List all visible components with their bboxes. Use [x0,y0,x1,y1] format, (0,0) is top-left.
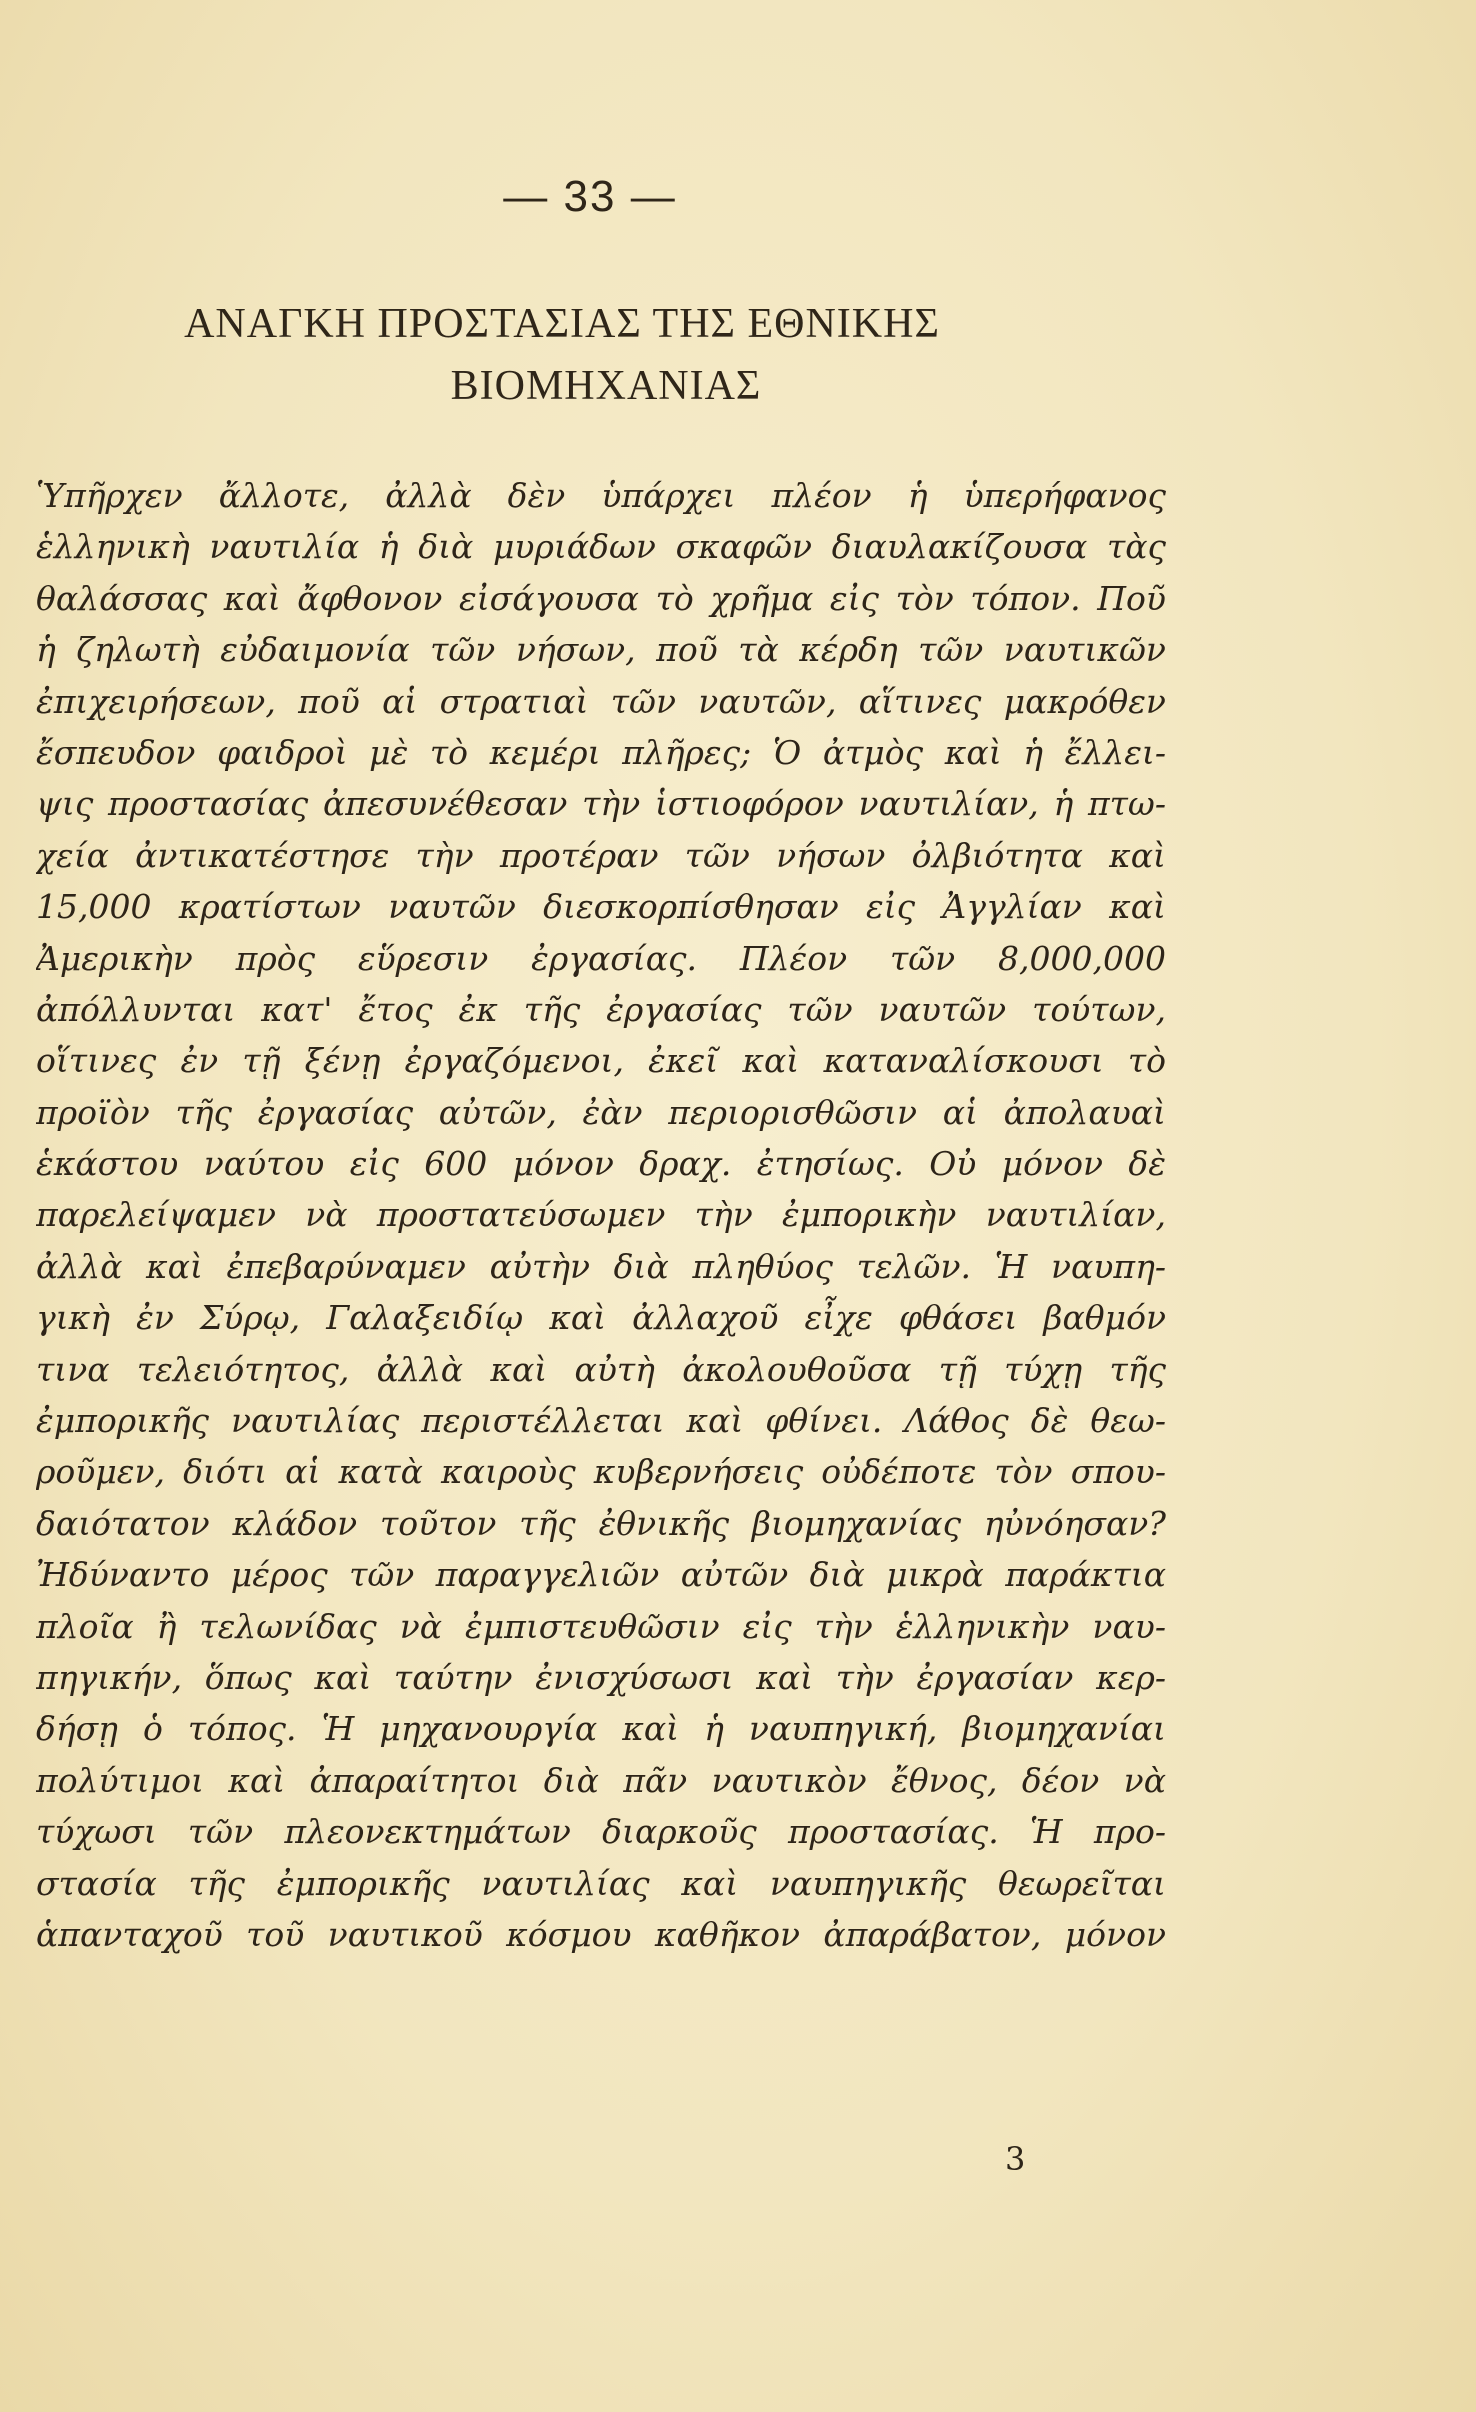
text-line: χεία ἀντικατέστησε τὴν προτέραν τῶν νήσων ὀλβιότητα καὶ [36,835,1166,875]
text-line: ἁπανταχοῦ τοῦ ναυτικοῦ κόσμου καθῆκον ἀπαράβατον, μόνον [36,1914,1166,1954]
text-line: ἑκάστου ναύτου εἰς 600 μόνον δραχ. ἐτησίως. Οὐ μόνον δὲ [36,1144,1166,1184]
text-line: προϊὸν τῆς ἐργασίας αὐτῶν, ἐὰν περιορισθῶσιν αἱ ἀπολαυαὶ [36,1092,1166,1132]
text-line: δήσῃ ὁ τόπος. Ἡ μηχανουργία καὶ ἡ ναυπηγική, βιομηχανίαι [36,1709,1166,1749]
text-line: ροῦμεν, διότι αἱ κατὰ καιροὺς κυβερνήσεις οὐδέποτε τὸν σπου- [36,1452,1166,1492]
chapter-title-line-2: ΒΙΟΜΗΧΑΝΙΑΣ [450,363,762,409]
text-line: Ὑπῆρχεν ἄλλοτε, ἀλλὰ δὲν ὑπάρχει πλέον ἡ ὑπερήφανος [36,476,1166,515]
page-number: — 33 — [503,172,677,221]
text-line: ἑλληνικὴ ναυτιλία ἡ διὰ μυριάδων σκαφῶν διαυλακίζουσα τὰς [36,527,1166,567]
text-line: Ἀμερικὴν πρὸς εὕρεσιν ἐργασίας. Πλέον τῶν 8,000,000 [36,938,1166,978]
text-line: πολύτιμοι καὶ ἀπαραίτητοι διὰ πᾶν ναυτικὸν ἔθνος, δέον νὰ [36,1760,1166,1800]
text-line: οἵτινες ἐν τῇ ξένῃ ἐργαζόμενοι, ἐκεῖ καὶ καταναλίσκουσι τὸ [36,1041,1166,1081]
text-line: πηγικήν, ὅπως καὶ ταύτην ἐνισχύσωσι καὶ τὴν ἐργασίαν κερ- [36,1657,1166,1697]
text-line: ἡ ζηλωτὴ εὐδαιμονία τῶν νήσων, ποῦ τὰ κέρδη τῶν ναυτικῶν [36,630,1166,670]
text-line: γικὴ ἐν Σύρῳ, Γαλαξειδίῳ καὶ ἀλλαχοῦ εἶχε φθάσει βαθμόν [36,1298,1166,1338]
signature-mark: 3 [1005,2140,1026,2178]
text-line: ἐμπορικῆς ναυτιλίας περιστέλλεται καὶ φθίνει. Λάθος δὲ θεω- [36,1401,1166,1441]
text-line: τύχωσι τῶν πλεονεκτημάτων διαρκοῦς προστασίας. Ἡ προ- [36,1812,1166,1852]
text-line: στασία τῆς ἐμπορικῆς ναυτιλίας καὶ ναυπηγικῆς θεωρεῖται [36,1863,1166,1903]
text-line: ἐπιχειρήσεων, ποῦ αἱ στρατιαὶ τῶν ναυτῶν, αἵτινες μακρόθεν [36,681,1166,721]
text-line: ψις προστασίας ἀπεσυνέθεσαν τὴν ἱστιοφόρον ναυτιλίαν, ἡ πτω- [36,784,1166,824]
text-line: τινα τελειότητος, ἀλλὰ καὶ αὐτὴ ἀκολουθοῦσα τῇ τύχῃ τῆς [36,1349,1166,1389]
text-line: 15,000 κρατίστων ναυτῶν διεσκορπίσθησαν εἰς Ἀγγλίαν καὶ [36,887,1166,927]
text-line: πλοῖα ἢ τελωνίδας νὰ ἐμπιστευθῶσιν εἰς τὴν ἑλληνικὴν ναυ- [36,1606,1166,1646]
text-line: θαλάσσας καὶ ἄφθονον εἰσάγουσα τὸ χρῆμα εἰς τὸν τόπον. Ποῦ [36,578,1166,618]
text-line: Ἠδύναντο μέρος τῶν παραγγελιῶν αὐτῶν διὰ μικρὰ παράκτια [36,1555,1166,1595]
text-line: παρελείψαμεν νὰ προστατεύσωμεν τὴν ἐμπορικὴν ναυτιλίαν, [36,1195,1166,1235]
chapter-title-line-1: ΑΝΑΓΚΗ ΠΡΟΣΤΑΣΙΑΣ ΤΗΣ ΕΘΝΙΚΗΣ [184,301,940,347]
text-line: ἔσπευδον φαιδροὶ μὲ τὸ κεμέρι πλῆρες; Ὁ ἀτμὸς καὶ ἡ ἔλλει- [36,732,1166,772]
body-text [36,470,1166,1960]
text-line: δαιότατον κλάδον τοῦτον τῆς ἐθνικῆς βιομηχανίας ηὐνόησαν? [36,1503,1166,1543]
text-line: ἀλλὰ καὶ ἐπεβαρύναμεν αὐτὴν διὰ πληθύος τελῶν. Ἡ ναυπη- [36,1246,1166,1286]
text-line: ἀπόλλυνται κατ' ἔτος ἐκ τῆς ἐργασίας τῶν ναυτῶν τούτων, [36,989,1166,1029]
